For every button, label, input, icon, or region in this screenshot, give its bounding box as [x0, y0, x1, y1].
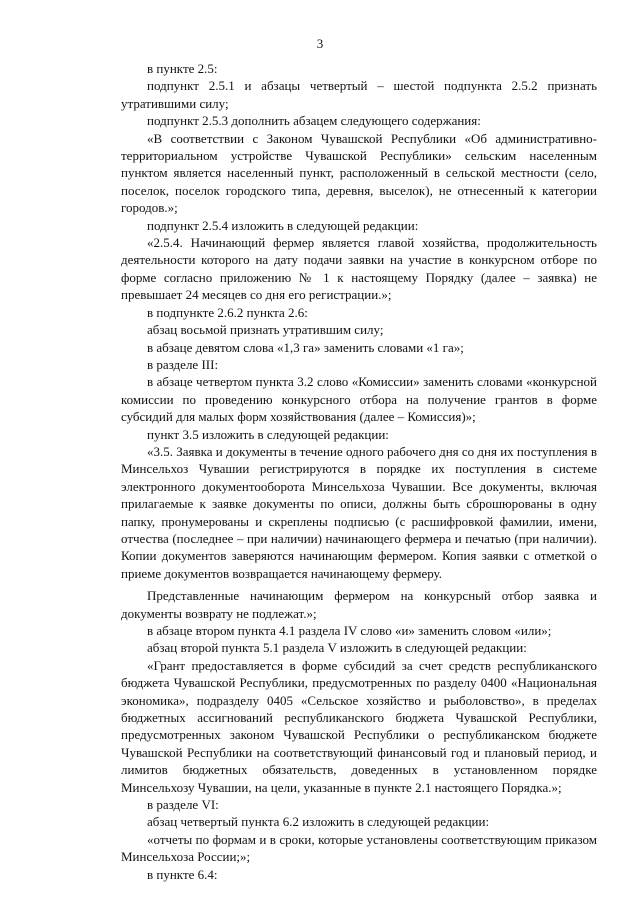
paragraph: подпункт 2.5.3 дополнить абзацем следующего содержания: — [147, 113, 481, 129]
paragraph: Представленные начинающим фермером на конкурсный отбор заявка и документы возврату не подлежат.»; — [121, 588, 597, 621]
paragraph: в абзаце девятом слова «1,3 га» заменить словами «1 га»; — [147, 339, 464, 355]
paragraph: абзац восьмой признать утратившим силу; — [147, 322, 384, 338]
page-number: 3 — [316, 36, 324, 51]
paragraph: «2.5.4. Начинающий фермер является главой хозяйства, продолжительность деятельности которого на дату подачи заявки на участие в конкурсном отборе по форме согласно приложению № 1 к настоящему Порядку (далее – заявка) не превышает 24 месяцев со дня его регистрации.»; — [121, 235, 597, 303]
paragraph: в абзаце четвертом пункта 3.2 слово «Комиссии» заменить словами «конкурсной комиссии по проведению конкурсного отбора на получение грантов в форме субсидий для малых форм хозяйствования (далее – Комиссия)»; — [121, 374, 597, 425]
paragraph: «В соответствии с Законом Чувашской Республики «Об административно-территориальном устройстве Чувашской Республики» сельским населенным пунктом является населенный пункт, расположенный в сельской местности (село, поселок, поселок городского типа, деревня, выселок), не отнесенный к категории городов.»; — [121, 130, 597, 216]
paragraph: в пункте 2.5: — [147, 61, 218, 76]
paragraph: в подпункте 2.6.2 пункта 2.6: — [147, 304, 308, 320]
paragraph: абзац четвертый пункта 6.2 изложить в следующей редакции: — [147, 814, 490, 830]
paragraph: в абзаце втором пункта 4.1 раздела IV слово «и» заменить словом «или»; — [147, 623, 552, 638]
document-body — [121, 60, 597, 883]
paragraph: в разделе III: — [147, 356, 219, 372]
paragraph: абзац второй пункта 5.1 раздела V изложить в следующей редакции: — [147, 640, 527, 656]
paragraph: в разделе VI: — [147, 797, 219, 813]
paragraph: «отчеты по формам и в сроки, которые установлены соответствующим приказом Минсельхоза России;»; — [121, 831, 597, 865]
paragraph: пункт 3.5 изложить в следующей редакции: — [147, 426, 389, 442]
paragraph: «Грант предоставляется в форме субсидий за счет средств республиканского бюджета Чувашской Республики, предусмотренных по разделу 0400 «Национальная экономика», подразделу 0405 «Сельское хозяйство и рыболовство», в пределах бюджетных ассигнований республиканского бюджета Чувашской Республики, предусмотренных законом Чувашской Республики о республиканском бюджете Чувашской Республики на соответствующий финансовый год и плановый период, и лимитов бюджетных обязательств, доведенных в установленном порядке Минсельхозу Чувашии, на цели, указанные в пункте 2.1 настоящего Порядка.»; — [121, 657, 597, 795]
paragraph: подпункт 2.5.1 и абзацы четвертый – шестой подпункта 2.5.2 признать утратившими силу; — [121, 78, 597, 111]
paragraph: подпункт 2.5.4 изложить в следующей редакции: — [147, 217, 419, 233]
paragraph: в пункте 6.4: — [147, 866, 218, 882]
paragraph: «3.5. Заявка и документы в течение одного рабочего дня со дня их поступления в Минсельхоз Чувашии регистрируются в порядке их поступления в системе электронного документооборота Минсельхоза Чувашии. Все документы, включая прилагаемые к заявке документы по описи, должны быть сброшюрованы в одну папку, пронумерованы и скреплены подписью (с расшифровкой фамилии, имени, отчества (последнее – при наличии) начинающего фермера и печатью (при наличии). Копии документов заверяются начинающим фермером. Копия заявки с отметкой о приеме документов возвращается начинающему фермеру. — [121, 443, 597, 581]
